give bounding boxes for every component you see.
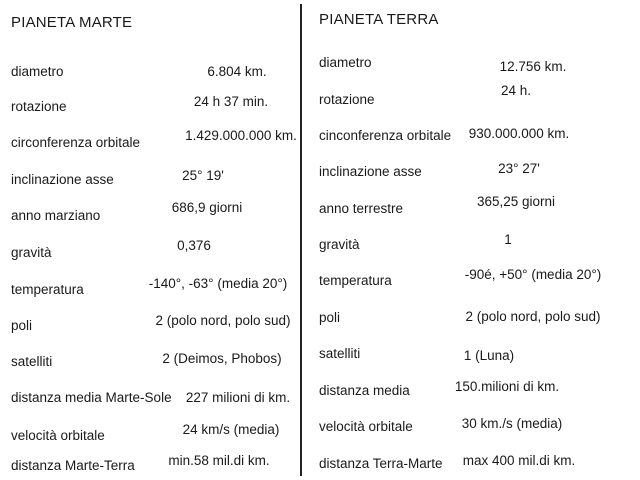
row-value: 686,9 giorni	[171, 200, 243, 215]
row-value: min.58 mil.di km.	[168, 453, 270, 468]
row-label: temperatura	[319, 273, 392, 288]
row-label: gravità	[11, 245, 52, 260]
row-value: max 400 mil.di km.	[462, 453, 576, 468]
mars-column	[0, 0, 300, 480]
row-value: 2 (polo nord, polo sud)	[155, 313, 291, 328]
column-divider	[300, 4, 302, 476]
row-label: satelliti	[11, 354, 53, 369]
row-value: 365,25 giorni	[476, 194, 556, 209]
row-value: 23° 27'	[498, 161, 540, 176]
row-label: distanza Terra-Marte	[319, 456, 443, 471]
row-label: temperatura	[11, 282, 84, 297]
row-label: satelliti	[319, 346, 361, 361]
row-value: 150.milioni di km.	[454, 379, 560, 394]
row-value: 2 (Deimos, Phobos)	[162, 351, 282, 366]
row-value: 25° 19'	[182, 168, 224, 183]
mars-title: PIANETA MARTE	[11, 14, 133, 31]
row-label: inclinazione asse	[319, 164, 422, 179]
row-label: anno marziano	[11, 208, 101, 223]
row-label: distanza Marte-Terra	[11, 458, 135, 473]
row-label: diametro	[319, 55, 372, 70]
row-value: 30 km./s (media)	[461, 416, 563, 431]
row-label: velocità orbitale	[319, 419, 413, 434]
earth-column	[305, 0, 640, 480]
row-label: distanza media	[319, 383, 410, 398]
row-label: distanza media Marte-Sole	[11, 390, 172, 405]
row-label: gravità	[319, 237, 360, 252]
row-value: 1	[504, 232, 512, 247]
row-label: cinconferenza orbitale	[319, 128, 452, 143]
row-label: inclinazione asse	[11, 172, 114, 187]
row-value: 12.756 km.	[499, 59, 567, 74]
row-value: 1.429.000.000 km.	[185, 128, 297, 143]
row-label: poli	[319, 310, 341, 325]
row-value: -90é, +50° (media 20°)	[464, 267, 602, 282]
row-label: diametro	[11, 64, 64, 79]
earth-title: PIANETA TERRA	[319, 11, 439, 28]
row-label: rotazione	[11, 99, 67, 114]
row-value: 24 h 37 min.	[193, 94, 269, 109]
row-value: 1 (Luna)	[463, 348, 515, 363]
row-value: 24 h.	[500, 83, 532, 98]
row-value: 930.000.000 km.	[468, 126, 570, 141]
row-value: 24 km/s (media)	[182, 422, 280, 437]
row-value: 2 (polo nord, polo sud)	[465, 309, 601, 324]
row-label: rotazione	[319, 92, 375, 107]
row-value: 6.804 km.	[207, 64, 267, 79]
row-value: 227 milioni di km.	[185, 390, 291, 405]
row-value: -140°, -63° (media 20°)	[148, 276, 288, 291]
row-label: poli	[11, 318, 33, 333]
row-label: anno terrestre	[319, 201, 404, 216]
row-label: velocità orbitale	[11, 428, 105, 443]
row-value: 0,376	[177, 238, 211, 253]
row-label: circonferenza orbitale	[11, 135, 141, 150]
